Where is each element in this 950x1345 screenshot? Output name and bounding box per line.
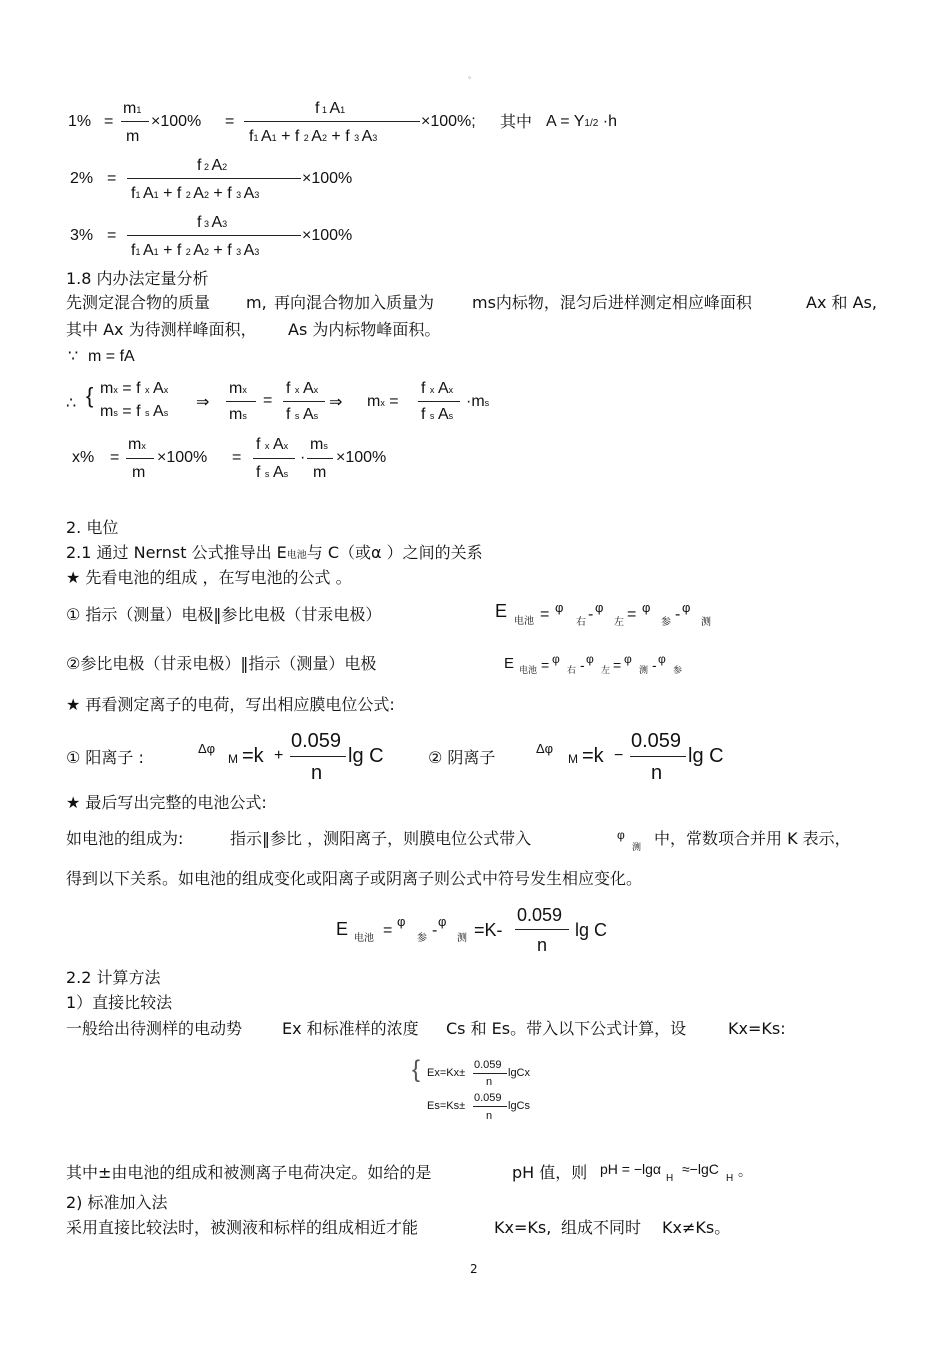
cell-composition-2: ②参比电极（甘汞电极）‖指示（测量）电极 xyxy=(66,654,377,673)
since-symbol: ∵ xyxy=(68,348,79,365)
page-number: 2 xyxy=(470,1262,478,1276)
star-note-2: ★ 再看测定离子的电荷，写出相应膜电位公式: xyxy=(66,695,395,714)
top-mark: 。 xyxy=(468,71,478,81)
star-note-3: ★ 最后写出完整的电池公式: xyxy=(66,793,267,812)
method-2-heading: 2) 标准加入法 xyxy=(66,1193,168,1212)
section-heading-2-1: 2.1 通过 Nernst 公式推导出 E电池与 C（或α ）之间的关系 xyxy=(66,543,483,562)
section-heading-2: 2. 电位 xyxy=(66,518,119,537)
paragraph-cell-line1: 如电池的组成为: 指示‖参比 ，测阳离子，则膜电位公式带入 φ 测 中，常数项合并用 K 表示， xyxy=(66,828,851,852)
paragraph-1-8-line2: 其中 Ax 为待测样峰面积， As 为内标物峰面积。 xyxy=(66,320,441,339)
method-1-paragraph: 一般给出待测样的电动势 Ex 和标准样的浓度 Cs 和 Es。带入以下公式计算，设 Kx=Ks: xyxy=(66,1019,786,1038)
equation-m-fa: m = fA xyxy=(88,348,135,365)
cation-label: ① 阳离子 : xyxy=(66,748,144,767)
anion-label: ② 阴离子 xyxy=(428,748,496,767)
paragraph-cell-line2: 得到以下关系。如电池的组成变化或阳离子或阴离子则公式中符号发生相应变化。 xyxy=(66,869,643,888)
method-2-paragraph: 采用直接比较法时，被测液和标样的组成相近才能 Kx=Ks, 组成不同时 Kx≠Ks。 xyxy=(66,1218,731,1237)
star-note-1: ★ 先看电池的组成 ，在写电池的公式 。 xyxy=(66,568,352,587)
section-heading-2-2: 2.2 计算方法 xyxy=(66,968,161,987)
method-1-heading: 1）直接比较法 xyxy=(66,993,173,1012)
section-heading-1-8: 1.8 内办法定量分析 xyxy=(66,269,209,288)
cell-composition-1: ① 指示（测量）电极‖参比电极（甘汞电极） xyxy=(66,605,382,624)
ph-paragraph: 其中±由电池的组成和被测离子电荷决定。如给的是 pH 值，则 pH = −lgα H ≈−lgC H 。 xyxy=(66,1161,752,1184)
paragraph-1-8-line1: 先测定混合物的质量 m, 再向混合物加入质量为 ms内标物，混匀后进样测定相应峰面积 Ax 和 As, xyxy=(66,293,877,312)
